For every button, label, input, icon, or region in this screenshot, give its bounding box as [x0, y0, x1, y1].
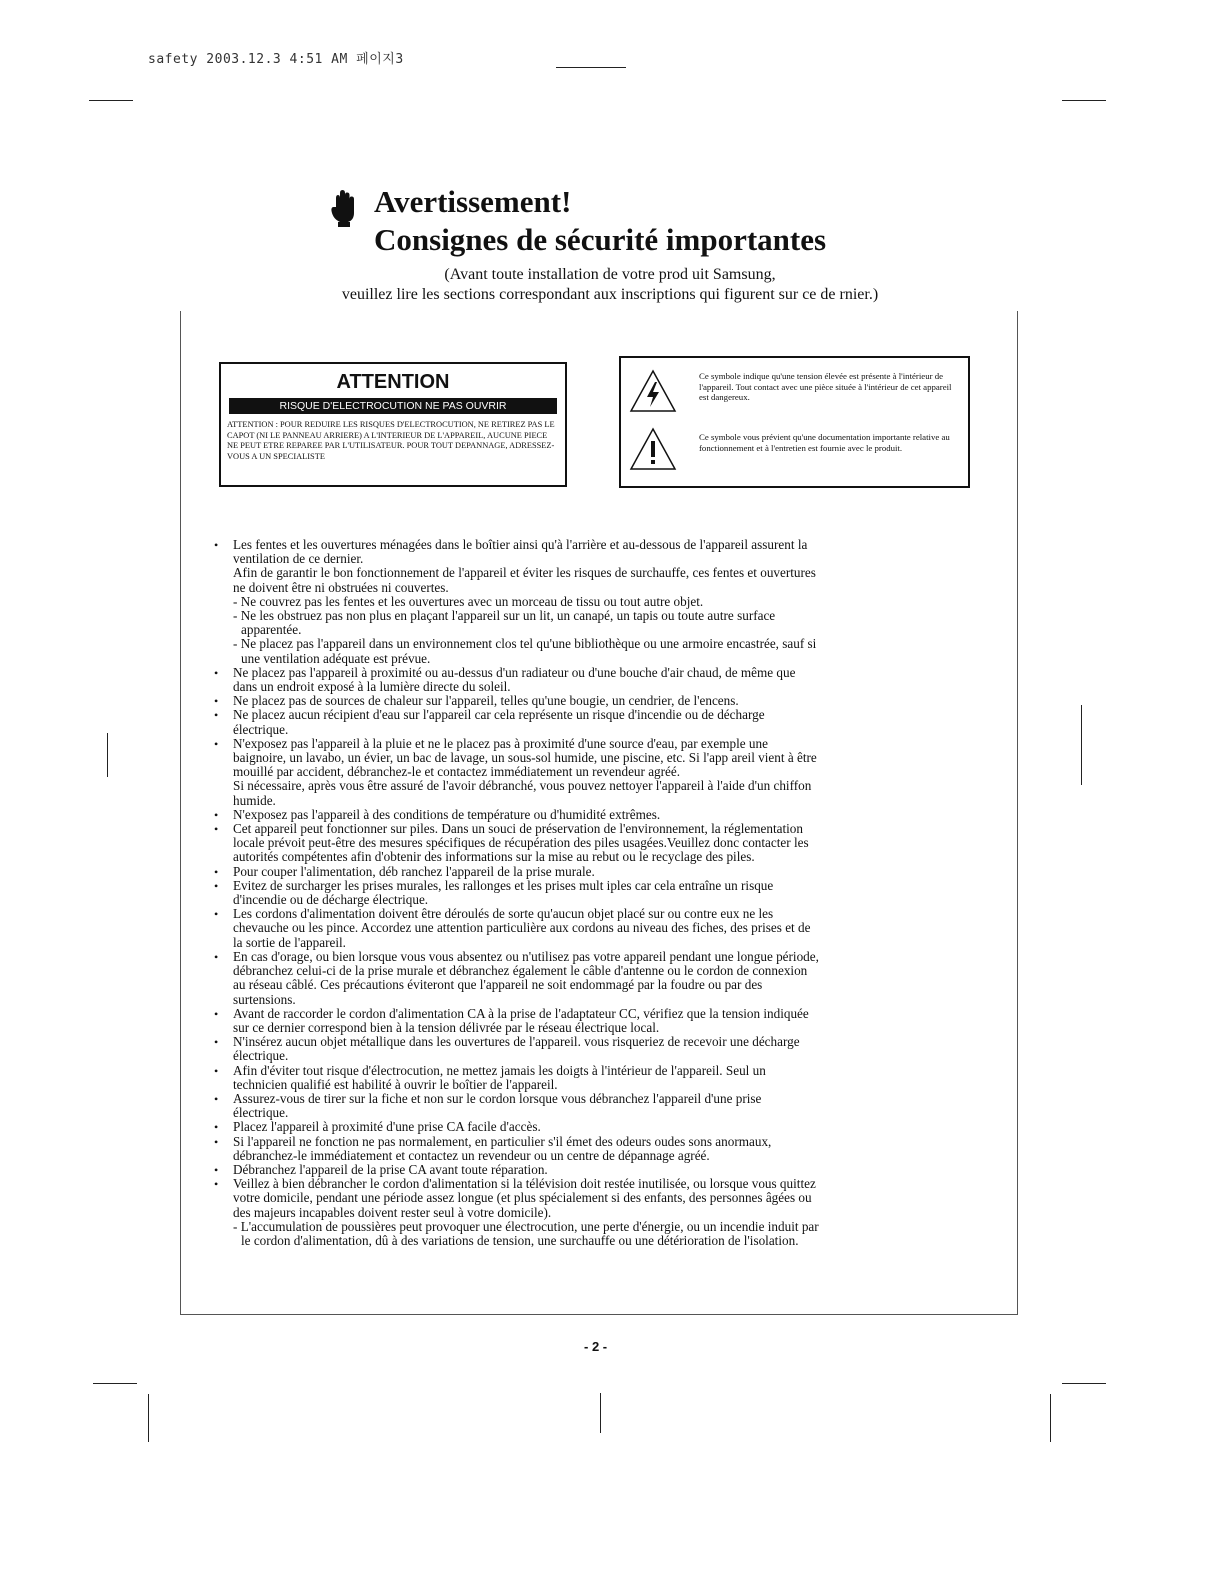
- documentation-text: Ce symbole vous prévient qu'une documentation importante relative au fonctionnement et à l'entretien est fournie avec le produit.: [699, 432, 950, 453]
- list-item-line: • Avant de raccorder le cordon d'alimentation CA à la prise de l'adaptateur CC, vérifiez que la tension indiquée: [233, 1005, 809, 1021]
- list-item-line: votre domicile, pendant une période assez longue (et plus spécialement si des enfants, des personnes âgées ou: [233, 1190, 812, 1206]
- list-item: [212, 1007, 982, 1035]
- attention-title: ATTENTION: [336, 371, 450, 393]
- list-item: [212, 950, 982, 1007]
- crop-mark: [1062, 1383, 1106, 1384]
- list-item-line: au réseau câblé. Ces précautions éviteront que l'appareil ne soit endommagé par la foudre ou par des: [233, 977, 763, 993]
- crop-mark: [89, 100, 133, 101]
- crop-mark: [1081, 705, 1082, 785]
- list-item-line: sur ce dernier correspond bien à la tension délivrée par le réseau électrique local.: [233, 1019, 660, 1035]
- list-item-line: locale prévoit peut-être des mesures spécifiques de récupération des piles usagées.Veuillez donc contacter les: [233, 835, 809, 851]
- list-item: [212, 1120, 982, 1134]
- list-item-line: • Afin d'éviter tout risque d'électrocution, ne mettez jamais les doigts à l'intérieur de l'appareil. Seul un: [233, 1062, 766, 1078]
- crop-mark: [1050, 1394, 1051, 1442]
- instruction-list: [212, 538, 982, 1248]
- high-voltage-text: Ce symbole indique qu'une tension élevée est présente à l'intérieur de l'appareil. Tout contact avec une pièce située à l'intérieur de cet appareil est dangereux.: [699, 371, 952, 402]
- title-block: [330, 183, 930, 259]
- subtitle: [180, 265, 1040, 305]
- crop-mark: [107, 733, 108, 777]
- list-item: [212, 1064, 982, 1092]
- list-item-line: ne doivent être ni obstruées ni couvertes.: [233, 579, 449, 595]
- list-item-line: baignoire, un lavabo, un évier, un bac de lavage, un sous-sol humide, une piscine, etc. Si l'app areil vient à être: [233, 750, 817, 766]
- list-item-line: • Si l'appareil ne fonction ne pas normalement, en particulier s'il émet des odeurs oudes sons anormaux,: [233, 1133, 772, 1149]
- title-line-2: Consignes de sécurité importantes: [374, 222, 827, 257]
- subtitle-line-1: (Avant toute installation de votre prod uit Samsung,: [444, 266, 776, 283]
- list-item-line: • Débranchez l'appareil de la prise CA avant toute réparation.: [233, 1161, 548, 1177]
- list-item-line: • N'exposez pas l'appareil à des conditions de température ou d'humidité extrêmes.: [233, 806, 661, 822]
- list-item: [212, 822, 982, 865]
- list-item-line: une ventilation adéquate est prévue.: [241, 650, 431, 666]
- list-item-line: • Placez l'appareil à proximité d'une prise CA facile d'accès.: [233, 1119, 541, 1135]
- list-item: [212, 666, 982, 694]
- warning-hand-icon: [330, 189, 356, 229]
- list-item: [212, 538, 982, 666]
- list-item: [212, 708, 982, 736]
- list-item-line: • N'insérez aucun objet métallique dans les ouvertures de l'appareil. vous risqueriez de recevoir une décharge: [233, 1034, 800, 1050]
- title-line-1: Avertissement!: [374, 184, 572, 219]
- crop-mark: [148, 1394, 149, 1442]
- list-item: [212, 1135, 982, 1163]
- list-item-line: • Ne placez pas de sources de chaleur sur l'appareil, telles qu'une bougie, un cendrier, de l'encens.: [233, 693, 739, 709]
- crop-mark: [556, 67, 626, 68]
- list-item-line: apparentée.: [241, 622, 302, 638]
- list-item-line: mouillé par accident, débranchez-le et contactez immédiatement un revendeur agréé.: [233, 764, 681, 780]
- list-item-line: humide.: [233, 792, 276, 808]
- list-item-line: - Ne les obstruez pas non plus en plaçant l'appareil sur un lit, un canapé, un tapis ou toute autre surface: [233, 608, 776, 624]
- list-item-line: • Cet appareil peut fonctionner sur piles. Dans un souci de préservation de l'environnement, la réglementation: [233, 821, 803, 837]
- list-item: [212, 737, 982, 808]
- list-item-line: chevauche ou les pince. Accordez une attention particulière aux cordons au niveau des fiches, des prises et de: [233, 920, 811, 936]
- list-item-line: dans un endroit exposé à la lumière directe du soleil.: [233, 679, 511, 695]
- list-item: [212, 1092, 982, 1120]
- list-item-line: le cordon d'alimentation, dû à des variations de tension, une surchauffe ou une détérioration de l'isolation.: [241, 1232, 799, 1248]
- print-header: safety 2003.12.3 4:51 AM 페이지3: [148, 52, 404, 67]
- list-item: [212, 694, 982, 708]
- subtitle-line-2: veuillez lire les sections correspondant aux inscriptions qui figurent sur ce de rnier.): [341, 286, 879, 303]
- list-item-line: • Assurez-vous de tirer sur la fiche et non sur le cordon lorsque vous débranchez l'appareil d'une prise: [233, 1090, 762, 1106]
- list-item: [212, 865, 982, 879]
- symbols-box: [619, 356, 970, 488]
- exclamation-warning-icon: [629, 427, 677, 471]
- list-item-line: électrique.: [233, 1048, 289, 1064]
- list-item-line: • Les fentes et les ouvertures ménagées dans le boîtier ainsi qu'à l'arrière et au-dessous de l'appareil assurent la: [233, 537, 808, 552]
- list-item-line: - Ne placez pas l'appareil dans un environnement clos tel qu'une bibliothèque ou une armoire encastrée, sauf si: [233, 636, 817, 652]
- list-item-line: • Evitez de surcharger les prises murales, les rallonges et les prises mult iples car cela entraîne un risque: [233, 877, 774, 893]
- list-item-line: autorités compétentes afin d'obtenir des informations sur la mise au rebut ou le recyclage des piles.: [233, 849, 755, 865]
- list-item-line: Afin de garantir le bon fonctionnement de l'appareil et éviter les risques de surchauffe, ces fentes et ouvertures: [233, 565, 816, 581]
- high-voltage-icon: [629, 369, 677, 413]
- list-item: [212, 1177, 982, 1248]
- list-item-line: • Les cordons d'alimentation doivent être déroulés de sorte qu'aucun objet placé sur ou contre eux ne les: [233, 906, 774, 922]
- list-item: [212, 808, 982, 822]
- list-item-line: - Ne couvrez pas les fentes et les ouvertures avec un morceau de tissu ou tout autre objet.: [233, 593, 704, 609]
- list-item-line: • Pour couper l'alimentation, déb ranchez l'appareil de la prise murale.: [233, 863, 595, 879]
- list-item-line: ventilation de ce dernier.: [233, 551, 364, 567]
- list-item: [212, 1035, 982, 1063]
- attention-bar: RISQUE D'ELECTROCUTION NE PAS OUVRIR: [229, 398, 557, 414]
- list-item-line: débranchez-le immédiatement et contactez un revendeur ou un centre de dépannage agréé.: [233, 1147, 710, 1163]
- attention-body: ATTENTION : POUR REDUIRE LES RISQUES D'ELECTROCUTION, NE RETIREZ PAS LE CAPOT (NI LE PANNEAU ARRIERE) A L'INTERIEUR DE L'APPAREIL, AUCUNE PIECE NE PEUT ETRE REPAREE PAR L'UTILISATEUR. POUR TOUT DEPANNAGE, ADRESSEZ-VOUS A UN SPECIALISTE: [227, 420, 555, 461]
- list-item-line: des majeurs incapables doivent rester seul à votre domicile).: [233, 1204, 552, 1220]
- list-item-line: électrique.: [233, 1105, 289, 1121]
- crop-mark: [600, 1393, 601, 1433]
- crop-mark: [93, 1383, 137, 1384]
- page-number: - 2 -: [584, 1339, 608, 1354]
- list-item-line: • En cas d'orage, ou bien lorsque vous vous absentez ou n'utilisez pas votre appareil pendant une longue période,: [233, 948, 819, 964]
- list-item-line: • Ne placez pas l'appareil à proximité ou au-dessus d'un radiateur ou d'une bouche d'air chaud, de même que: [233, 664, 796, 680]
- list-item: [212, 1163, 982, 1177]
- list-item-line: électrique.: [233, 721, 289, 737]
- list-item-line: • N'exposez pas l'appareil à la pluie et ne le placez pas à proximité d'une source d'eau, par exemple une: [233, 735, 768, 751]
- list-item-line: débranchez celui-ci de la prise murale et débranchez également le câble d'antenne ou le cordon de connexion: [233, 963, 808, 979]
- list-item-line: la sortie de l'appareil.: [233, 934, 346, 950]
- list-item-line: technicien qualifié est habilité à ouvrir le boîtier de l'appareil.: [233, 1076, 558, 1092]
- list-item-line: d'incendie ou de décharge électrique.: [233, 892, 429, 908]
- attention-label: [219, 362, 567, 487]
- list-item: [212, 907, 982, 950]
- list-item-line: • Ne placez aucun récipient d'eau sur l'appareil car cela représente un risque d'incendie ou de décharge: [233, 707, 765, 723]
- list-item-line: Si nécessaire, après vous être assuré de l'avoir débranché, vous pouvez nettoyer l'appareil à l'aide d'un chiffon: [233, 778, 812, 794]
- list-item-line: surtensions.: [233, 991, 296, 1007]
- crop-mark: [1062, 100, 1106, 101]
- list-item: [212, 879, 982, 907]
- list-item-line: • Veillez à bien débrancher le cordon d'alimentation si la télévision doit restée inutilisée, ou lorsque vous quittez: [233, 1176, 816, 1192]
- safety-instructions: [212, 538, 982, 1248]
- list-item-line: - L'accumulation de poussières peut provoquer une électrocution, une perte d'énergie, ou un incendie induit par: [233, 1218, 819, 1234]
